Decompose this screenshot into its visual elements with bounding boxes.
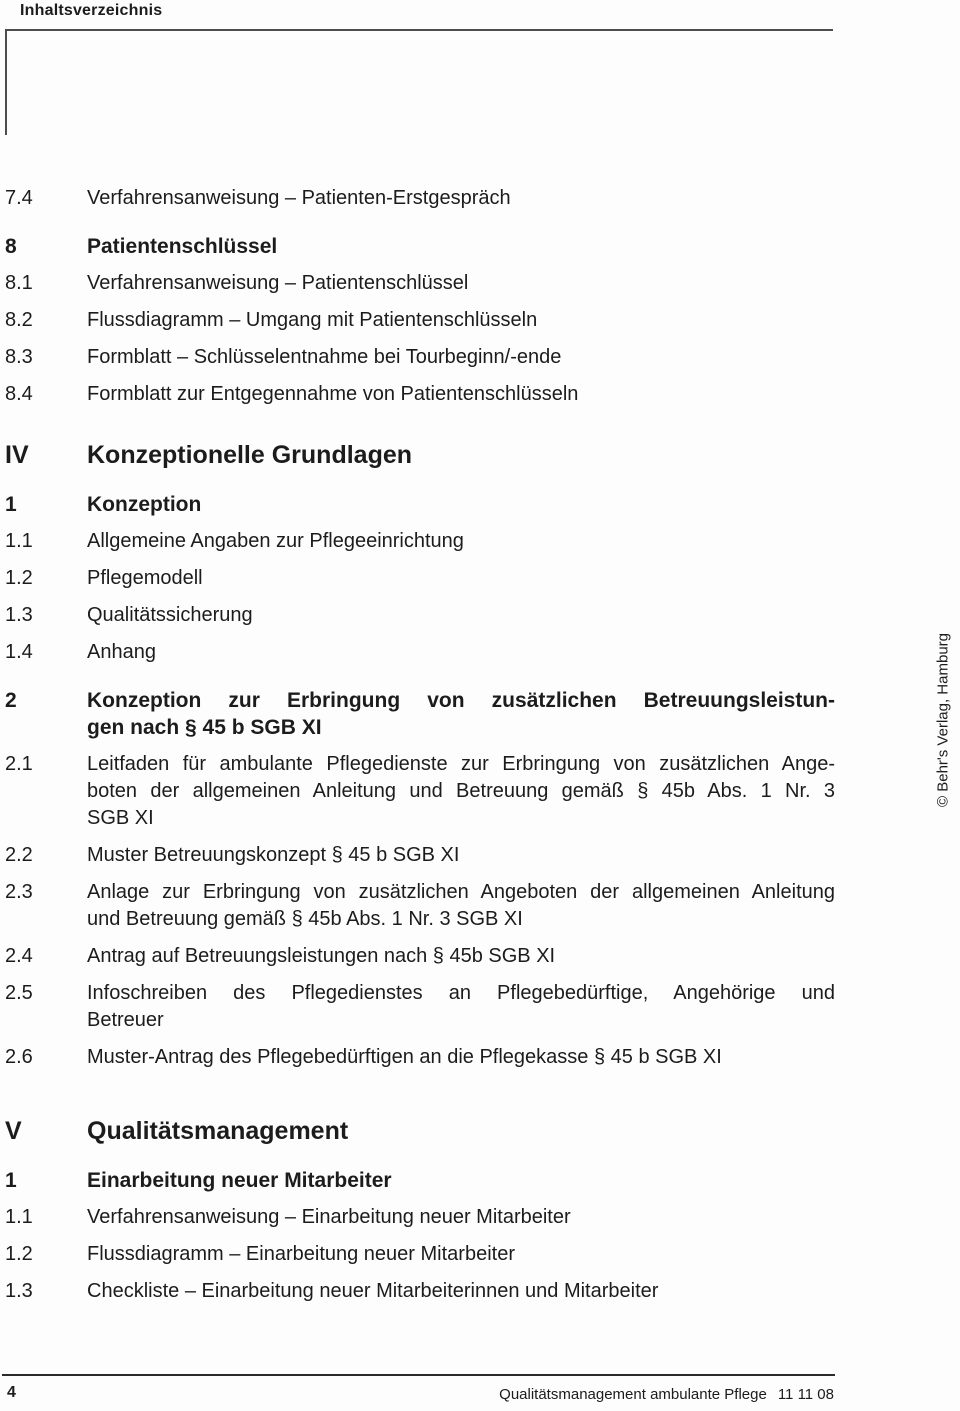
toc-entry-line: Formblatt zur Entgegennahme von Patientenschlüsseln — [87, 383, 579, 405]
toc-entry-line: Konzeption — [87, 493, 202, 516]
toc-entry-number: 1.2 — [5, 1243, 33, 1265]
toc-entry — [5, 381, 835, 408]
toc-entry — [5, 307, 835, 334]
footer-date-code: 11 11 08 — [777, 1386, 834, 1403]
toc-entry-number: 2.1 — [5, 753, 33, 775]
toc-entry-number: 8.1 — [5, 272, 33, 294]
toc-entry — [5, 879, 835, 933]
toc-entry-line: Qualitätssicherung — [87, 604, 253, 626]
toc-entry-line: Antrag auf Betreuungsleistungen nach § 45b SGB XI — [87, 945, 556, 967]
toc-entry — [5, 185, 835, 212]
toc-entry — [5, 528, 835, 555]
toc-entry-title — [87, 751, 835, 832]
toc-entry-title — [87, 528, 835, 555]
toc-entry — [5, 980, 835, 1034]
toc-entry-line: Verfahrensanweisung – Einarbeitung neuer Mitarbeiter — [87, 1206, 571, 1228]
toc-entry-number: 1.1 — [5, 1206, 33, 1228]
toc-entry — [5, 751, 835, 832]
toc-entry-title — [87, 1115, 835, 1148]
toc-entry-number: 2.2 — [5, 844, 33, 866]
toc-entry-line: Einarbeitung neuer Mitarbeiter — [87, 1169, 392, 1192]
toc-entry — [5, 1241, 835, 1268]
toc-entry — [5, 344, 835, 371]
toc-entry-line: Konzeptionelle Grundlagen — [87, 441, 413, 469]
toc-entry-line: boten der allgemeinen Anleitung und Betreuung gemäß § 45b Abs. 1 Nr. 3 — [87, 780, 835, 802]
toc-entry-title — [87, 270, 835, 297]
toc-entry-line: Verfahrensanweisung – Patienten-Erstgespräch — [87, 187, 511, 209]
toc-entry-line: Flussdiagramm – Umgang mit Patientenschlüsseln — [87, 309, 538, 331]
toc-entry-number: V — [5, 1117, 22, 1145]
toc-entry-line: gen nach § 45 b SGB XI — [87, 716, 322, 739]
toc-entry — [5, 439, 835, 472]
toc-entry — [5, 491, 835, 518]
toc-entry — [5, 565, 835, 592]
toc-entry-number: 7.4 — [5, 187, 33, 209]
toc-entry-line: Checkliste – Einarbeitung neuer Mitarbeiterinnen und Mitarbeiter — [87, 1280, 659, 1302]
toc-entry-line: SGB XI — [87, 807, 154, 829]
toc-entry-title — [87, 307, 835, 334]
toc-entry-line: Flussdiagramm – Einarbeitung neuer Mitarbeiter — [87, 1243, 515, 1265]
page-heading: Inhaltsverzeichnis — [20, 2, 163, 19]
toc-entry-line: Muster Betreuungskonzept § 45 b SGB XI — [87, 844, 460, 866]
toc-entry-number: 2.4 — [5, 945, 33, 967]
toc-entry-line: Formblatt – Schlüsselentnahme bei Tourbeginn/-ende — [87, 346, 562, 368]
toc-entry-line: und Betreuung gemäß § 45b Abs. 1 Nr. 3 SGB XI — [87, 908, 523, 930]
toc-entry — [5, 1204, 835, 1231]
toc-entry-number: IV — [5, 441, 29, 469]
toc-entry-title — [87, 1167, 835, 1194]
toc-entry-line: Infoschreiben des Pflegedienstes an Pflegebedürftige, Angehörige und — [87, 982, 835, 1004]
toc-entry-line: Allgemeine Angaben zur Pflegeeinrichtung — [87, 530, 464, 552]
toc-entry-title — [87, 980, 835, 1034]
toc-entry-title — [87, 491, 835, 518]
toc-entry-title — [87, 639, 835, 666]
toc-entry — [5, 1278, 835, 1305]
toc-entry-number: 1.3 — [5, 604, 33, 626]
toc-entry-title — [87, 879, 835, 933]
toc-entry — [5, 1115, 835, 1148]
toc-entry-title — [87, 185, 835, 212]
toc-entry-title — [87, 344, 835, 371]
toc-entry-title — [87, 943, 835, 970]
toc-entry-number: 1.4 — [5, 641, 33, 663]
toc-entry-number: 2.5 — [5, 982, 33, 1004]
toc-entry-number: 2.6 — [5, 1046, 33, 1068]
toc-entry — [5, 1044, 835, 1071]
toc-entry-line: Pflegemodell — [87, 567, 203, 589]
toc-entry — [5, 233, 835, 260]
toc-entry-number: 8.2 — [5, 309, 33, 331]
toc-entry-title — [87, 842, 835, 869]
toc-entry-title — [87, 439, 835, 472]
footer-document-title — [499, 1386, 834, 1403]
toc-entry-title — [87, 565, 835, 592]
toc-entry-line: Anhang — [87, 641, 156, 663]
toc-entry-number: 1 — [5, 1169, 17, 1192]
toc-entry — [5, 270, 835, 297]
toc-entry-line: Qualitätsmanagement — [87, 1117, 349, 1145]
toc-entry-title — [87, 602, 835, 629]
toc-entry-title — [87, 1204, 835, 1231]
publisher-credit: © Behr's Verlag, Hamburg — [934, 633, 952, 807]
page-number: 4 — [7, 1384, 16, 1401]
toc-entry — [5, 687, 835, 741]
toc-entry-title — [87, 1241, 835, 1268]
toc-entry-title — [87, 233, 835, 260]
toc-entry — [5, 1167, 835, 1194]
toc-entry — [5, 602, 835, 629]
table-of-contents — [5, 31, 835, 1305]
footer-doc-name: Qualitätsmanagement ambulante Pflege — [499, 1386, 767, 1403]
toc-entry-number: 2 — [5, 689, 17, 712]
toc-entry-number: 1 — [5, 493, 17, 516]
toc-entry-number: 8 — [5, 235, 17, 258]
toc-entry-title — [87, 381, 835, 408]
toc-entry-line: Konzeption zur Erbringung von zusätzlichen Betreuungsleistun- — [87, 689, 835, 712]
toc-entry-line: Muster-Antrag des Pflegebedürftigen an die Pflegekasse § 45 b SGB XI — [87, 1046, 722, 1068]
toc-entry-number: 1.2 — [5, 567, 33, 589]
toc-entry — [5, 943, 835, 970]
toc-entry-line: Betreuer — [87, 1009, 164, 1031]
footer-divider — [2, 1374, 835, 1376]
toc-entry-number: 2.3 — [5, 881, 33, 903]
toc-entry-number: 1.1 — [5, 530, 33, 552]
toc-entry-number: 8.4 — [5, 383, 33, 405]
toc-entry-number: 1.3 — [5, 1280, 33, 1302]
toc-entry-title — [87, 687, 835, 741]
toc-entry-line: Leitfaden für ambulante Pflegedienste zur Erbringung von zusätzlichen Ange- — [87, 753, 835, 775]
toc-entry — [5, 639, 835, 666]
toc-entry-line: Verfahrensanweisung – Patientenschlüssel — [87, 272, 469, 294]
toc-entry-title — [87, 1278, 835, 1305]
toc-entry — [5, 842, 835, 869]
toc-entry-number: 8.3 — [5, 346, 33, 368]
toc-entry-line: Patientenschlüssel — [87, 235, 278, 258]
toc-entry-line: Anlage zur Erbringung von zusätzlichen Angeboten der allgemeinen Anleitung — [87, 881, 835, 903]
toc-entry-title — [87, 1044, 835, 1071]
